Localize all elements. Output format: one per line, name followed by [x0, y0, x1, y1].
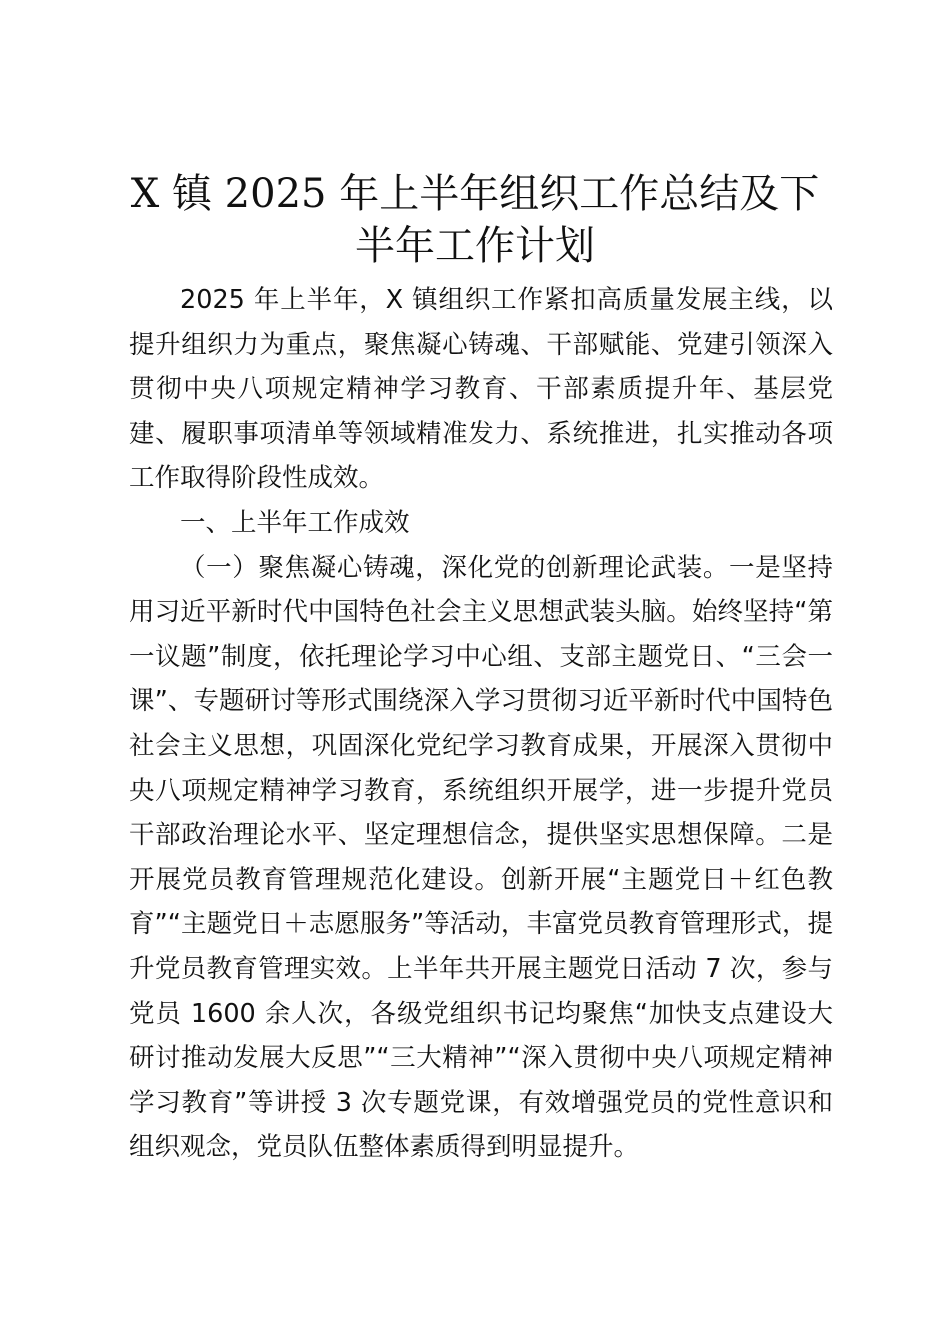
document-title [120, 168, 830, 272]
intro-paragraph: 2025 年上半年，X 镇组织工作紧扣高质量发展主线，以提升组织力为重点，聚焦凝心铸魂、干部赋能、党建引领深入贯彻中央八项规定精神学习教育、干部素质提升年、基层党建、履职事项清单等领域精准发力、系统推进，扎实推动各项工作取得阶段性成效。 [129, 285, 833, 494]
section-heading: 一、上半年工作成效 [180, 507, 410, 538]
title-line-2: 半年工作计划 [355, 223, 595, 269]
document-body [129, 278, 833, 1170]
section-paragraph: （一）聚焦凝心铸魂，深化党的创新理论武装。一是坚持用习近平新时代中国特色社会主义思想武装头脑。始终坚持“第一议题”制度，依托理论学习中心组、支部主题党日、“三会一课”、专题研讨等形式围绕深入学习贯彻习近平新时代中国特色社会主义思想，巩固深化党纪学习教育成果，开展深入贯彻中央八项规定精神学习教育，系统组织开展学，进一步提升党员干部政治理论水平、坚定理想信念，提供坚实思想保障。二是开展党员教育管理规范化建设。创新开展“主题党日＋红色教育”“主题党日＋志愿服务”等活动，丰富党员教育管理形式，提升党员教育管理实效。上半年共开展主题党日活动 7 次，参与党员 1600 余人次，各级党组织书记均聚焦“加快支点建设大研讨推动发展大反思”“三大精神”“深入贯彻中央八项规定精神学习教育”等讲授 3 次专题党课，有效增强党员的党性意识和组织观念，党员队伍整体素质得到明显提升。 [129, 552, 833, 1163]
title-line-1: X 镇 2025 年上半年组织工作总结及下 [130, 171, 820, 217]
